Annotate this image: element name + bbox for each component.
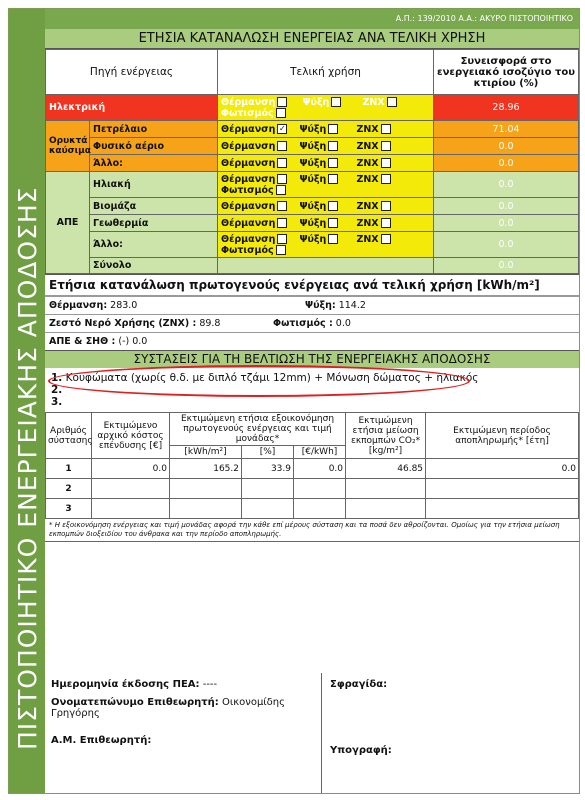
issue-label: Ημερομηνία έκδοσης ΠΕΑ: [51, 679, 200, 690]
checkbox-heating[interactable] [277, 97, 287, 107]
recs-title: ΣΥΣΤΑΣΕΙΣ ΓΙΑ ΤΗ ΒΕΛΤΙΩΣΗ ΤΗΣ ΕΝΕΡΓΕΙΑΚΗΣ ΑΠΟΔΟΣΗΣ [45, 350, 579, 368]
row-electric [46, 95, 579, 121]
checkbox-cooling[interactable] [328, 201, 338, 211]
cell-co2 [346, 479, 426, 499]
checkbox-heating[interactable] [277, 158, 287, 168]
row-other-res [46, 232, 579, 258]
use-dhw-label: ΖΝΧ [356, 233, 379, 245]
checkbox-dhw[interactable] [381, 218, 391, 228]
cell-payback [426, 499, 579, 519]
cell-kwh [170, 499, 242, 519]
use-dhw-label: ΖΝΧ [356, 157, 379, 169]
use-geothermal [218, 215, 434, 232]
group-res: ΑΠΕ [46, 172, 90, 274]
cell-co2 [346, 499, 426, 519]
checkbox-heating[interactable] [277, 174, 287, 184]
issue-value: ---- [202, 679, 218, 690]
table-header-row [46, 50, 579, 95]
cell-num: 1 [46, 459, 92, 479]
use-cooling-label: Ψύξη [299, 217, 327, 229]
savings-header-row [46, 413, 579, 446]
cell-pct [242, 499, 294, 519]
checkbox-cooling[interactable] [328, 218, 338, 228]
checkbox-lighting[interactable] [276, 245, 286, 255]
checkbox-dhw[interactable] [381, 174, 391, 184]
cell-payback [426, 479, 579, 499]
stamp-label: Σφραγίδα: [330, 679, 388, 690]
table-row [46, 479, 579, 499]
value-oil: 71.04 [434, 121, 579, 138]
cell-eur: 0.0 [294, 459, 346, 479]
cooling-value: 114.2 [338, 300, 366, 311]
source-solar: Ηλιακή [90, 172, 218, 198]
checkbox-cooling[interactable]: ✓ [332, 97, 340, 106]
rec-number: 3. [51, 396, 63, 408]
energy-table [45, 49, 579, 274]
use-heating-label: Θέρμανση [221, 233, 276, 245]
hdr-co2: Εκτιμώμενη ετήσια μείωση εκπομπών CO₂* [kg/m²] [346, 413, 426, 459]
checkbox-lighting[interactable] [276, 185, 286, 195]
primary-row-1 [45, 296, 579, 314]
cell-kwh [170, 479, 242, 499]
savings-table [45, 412, 579, 519]
cell-cost: 0.0 [92, 459, 170, 479]
col-use: Τελική χρήση [218, 50, 434, 95]
use-oil [218, 121, 434, 138]
checkbox-heating[interactable] [277, 141, 287, 151]
use-cooling-label: Ψύξη [299, 173, 327, 185]
use-dhw-label: ΖΝΧ [356, 173, 379, 185]
use-cooling-label: Ψύξη [299, 140, 327, 152]
hdr-primary: Εκτιμώμενη ετήσια εξοικονόμηση πρωτογενούς ενέργειας και τιμή μονάδας* [170, 413, 346, 446]
use-biomass [218, 198, 434, 215]
rec-number: 1. [51, 372, 63, 384]
use-dhw-label: ΖΝΧ [356, 123, 379, 135]
row-oil [46, 121, 579, 138]
checkbox-dhw[interactable]: ✓ [388, 97, 395, 106]
cell-payback: 0.0 [426, 459, 579, 479]
inspector-label: Ονοματεπώνυμο Επιθεωρητή: [51, 697, 219, 708]
lighting-label: Φωτισμός : [273, 318, 333, 329]
checkbox-dhw[interactable] [381, 124, 391, 134]
rec-item [51, 396, 573, 408]
use-dhw-label: ΖΝΧ [356, 140, 379, 152]
dhw-value: 89.8 [199, 318, 221, 329]
page-title: ΕΤΗΣΙΑ ΚΑΤΑΝΑΛΩΣΗ ΕΝΕΡΓΕΙΑΣ ΑΝΑ ΤΕΛΙΚΗ ΧΡΗΣΗ [45, 29, 579, 49]
use-cooling-label: Ψύξη [299, 233, 327, 245]
footer-right [322, 673, 579, 793]
row-biomass [46, 198, 579, 215]
use-total [218, 258, 434, 274]
use-heating-label: Θέρμανση [221, 200, 276, 212]
heating-value: 283.0 [110, 300, 138, 311]
hdr-num: Αριθμός σύστασης [46, 413, 92, 459]
row-gas [46, 138, 579, 155]
checkbox-heating[interactable] [277, 234, 287, 244]
checkbox-dhw[interactable] [381, 201, 391, 211]
use-cooling-label: Ψύξη [299, 123, 327, 135]
source-electric: Ηλεκτρική [46, 95, 218, 121]
use-cooling-label: Ψύξη [299, 200, 327, 212]
res-label: ΑΠΕ & ΣΗΘ : [49, 336, 116, 347]
checkbox-dhw[interactable] [381, 234, 391, 244]
footnote: * Η εξοικονόμηση ενέργειας και τιμή μονάδας αφορά την κάθε επί μέρους σύσταση και τα ποσά δεν αθροίζονται. Ομοίως για την ετήσια μείωση εκπομπών διοξειδίου του άνθρακα και την περίοδο αποπληρωμής. [45, 519, 579, 542]
footer-left [45, 673, 322, 793]
certificate-page [8, 8, 580, 794]
hdr-eur: [€/kWh] [294, 446, 346, 459]
use-gas [218, 138, 434, 155]
sign-label: Υπογραφή: [330, 745, 392, 756]
use-heating-label: Θέρμανση [221, 123, 276, 135]
value-total: 0.0 [434, 258, 579, 274]
checkbox-dhw[interactable] [381, 158, 391, 168]
use-electric [218, 95, 434, 121]
cell-eur [294, 499, 346, 519]
use-lighting-label: Φωτισμός [221, 107, 274, 119]
dhw-label: Ζεστό Νερό Χρήσης (ΖΝΧ) : [49, 318, 197, 329]
use-other-res [218, 232, 434, 258]
hdr-pct: [%] [242, 446, 294, 459]
primary-row-2 [45, 314, 579, 332]
source-gas: Φυσικό αέριο [90, 138, 218, 155]
source-oil: Πετρέλαιο [90, 121, 218, 138]
use-heating-label: Θέρμανση [221, 96, 276, 108]
am-label: Α.Μ. Επιθεωρητή: [51, 735, 152, 746]
value-geothermal: 0.0 [434, 215, 579, 232]
sidebar-title: ΠΙΣΤΟΠΟΙΗΤΙΚΟ ΕΝΕΡΓΕΙΑΚΗΣ ΑΠΟΔΟΣΗΣ [13, 186, 42, 750]
checkbox-cooling[interactable] [328, 174, 338, 184]
use-heating-label: Θέρμανση [221, 157, 276, 169]
header-ref: Α.Π.: 139/2010 Α.Α.: ΑΚΥΡΟ ΠΙΣΤΟΠΟΙΗΤΙΚΟ [45, 9, 579, 29]
use-heating-label: Θέρμανση [221, 140, 276, 152]
row-other-fossil [46, 155, 579, 172]
col-source: Πηγή ενέργειας [46, 50, 218, 95]
table-row [46, 459, 579, 479]
cell-cost [92, 479, 170, 499]
checkbox-heating[interactable] [277, 218, 287, 228]
value-solar: 0.0 [434, 172, 579, 198]
use-dhw-label: ΖΝΧ [356, 200, 379, 212]
value-gas: 0.0 [434, 138, 579, 155]
checkbox-cooling[interactable] [328, 124, 338, 134]
checkbox-cooling[interactable] [328, 141, 338, 151]
table-row [46, 499, 579, 519]
use-lighting-label: Φωτισμός [221, 244, 274, 256]
cell-pct: 33.9 [242, 459, 294, 479]
col-contrib: Συνεισφορά στο ενεργειακό ισοζύγιο του κτιρίου (%) [434, 50, 579, 95]
heating-label: Θέρμανση: [49, 300, 108, 311]
cell-pct [242, 479, 294, 499]
use-solar [218, 172, 434, 198]
lighting-value: 0.0 [335, 318, 351, 329]
cell-num: 2 [46, 479, 92, 499]
cell-cost [92, 499, 170, 519]
hdr-payback: Εκτιμώμενη περίοδος αποπληρωμής* [έτη] [426, 413, 579, 459]
cell-num: 3 [46, 499, 92, 519]
hdr-kwh: [kWh/m²] [170, 446, 242, 459]
row-geothermal [46, 215, 579, 232]
inspector-value: Οικονομίδης Γρηγόρης [51, 697, 286, 719]
res-value: (-) 0.0 [118, 336, 148, 347]
checkbox-cooling[interactable] [328, 234, 338, 244]
source-geothermal: Γεωθερμία [90, 215, 218, 232]
value-biomass: 0.0 [434, 198, 579, 215]
footer [45, 673, 579, 793]
hdr-cost: Εκτιμώμενο αρχικό κόστος επένδυσης [€] [92, 413, 170, 459]
checkbox-heating[interactable] [277, 201, 287, 211]
rec-text: Κουφώματα (χωρίς θ.δ. με διπλό τζάμι 12mm) + Μόνωση δώματος + ηλιακός [65, 372, 479, 384]
row-solar [46, 172, 579, 198]
cell-eur [294, 479, 346, 499]
use-heating-label: Θέρμανση [221, 173, 276, 185]
source-biomass: Βιομάζα [90, 198, 218, 215]
checkbox-cooling[interactable] [328, 158, 338, 168]
source-total: Σύνολο [90, 258, 218, 274]
use-other-fossil [218, 155, 434, 172]
checkbox-lighting[interactable] [276, 108, 286, 118]
cell-kwh: 165.2 [170, 459, 242, 479]
primary-title: Ετήσια κατανάλωση πρωτογενούς ενέργειας ανά τελική χρήση [kWh/m²] [45, 274, 579, 296]
value-other-fossil: 0.0 [434, 155, 579, 172]
use-lighting-label: Φωτισμός [221, 184, 274, 196]
cooling-label: Ψύξη: [305, 300, 336, 311]
primary-row-3 [45, 332, 579, 350]
group-fossil: Ορυκτά καύσιμα [46, 121, 90, 172]
source-other-fossil: Άλλο: [90, 155, 218, 172]
use-heating-label: Θέρμανση [221, 217, 276, 229]
source-other-res: Άλλο: [90, 232, 218, 258]
value-electric: 28.96 [434, 95, 579, 121]
use-cooling-label: Ψύξη [299, 157, 327, 169]
recs-list [45, 368, 579, 412]
rec-number: 2. [51, 384, 63, 396]
checkbox-dhw[interactable] [381, 141, 391, 151]
value-other-res: 0.0 [434, 232, 579, 258]
use-dhw-label: ΖΝΧ [356, 217, 379, 229]
use-cooling-label: Ψύξη [302, 96, 330, 108]
checkbox-heating[interactable]: ✓ [278, 124, 286, 133]
sidebar [9, 9, 45, 793]
use-dhw-label: ΖΝΧ [362, 96, 385, 108]
content [45, 9, 579, 793]
highlight-ellipse [48, 365, 470, 397]
cell-co2: 46.85 [346, 459, 426, 479]
row-total [46, 258, 579, 274]
